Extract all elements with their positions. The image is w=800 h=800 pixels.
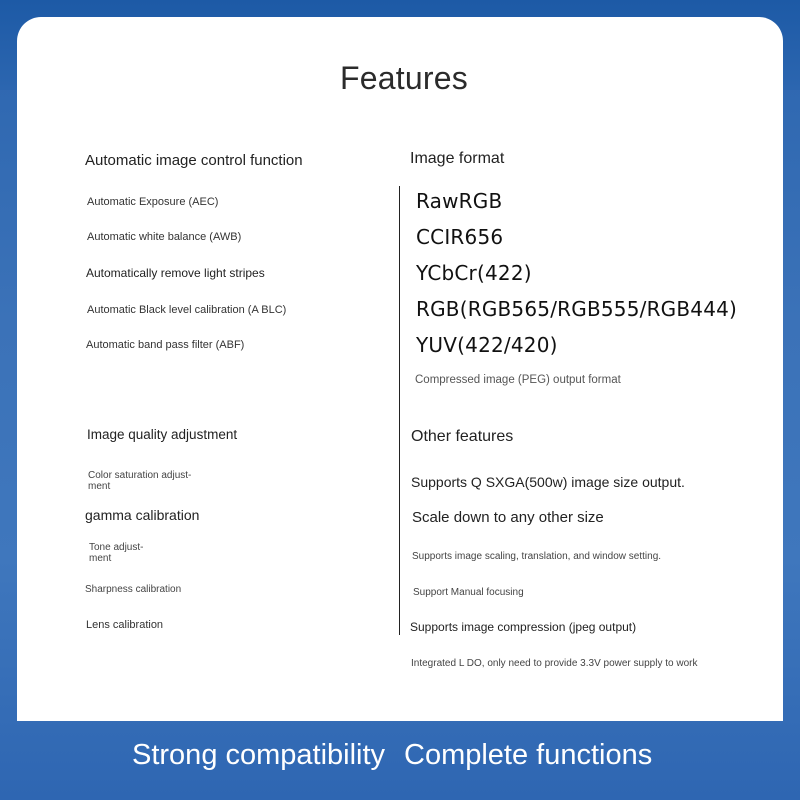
auto-control-item: Automatic white balance (AWB) <box>87 231 242 243</box>
bottom-tagline <box>0 739 800 779</box>
quality-item: Lens calibration <box>86 619 164 631</box>
other-feature-item: Scale down to any other size <box>412 509 604 526</box>
tagline-left: Strong compatibility <box>132 739 386 771</box>
tagline-right: Complete functions <box>404 739 653 771</box>
format-note: Compressed image (PEG) output format <box>415 374 621 386</box>
quality-item: gamma calibration <box>85 507 200 523</box>
auto-control-item: Automatically remove light stripes <box>86 266 265 280</box>
format-item: CCIR656 <box>416 225 504 249</box>
format-item: YUV(422/420) <box>416 333 558 357</box>
format-item: RawRGB <box>416 189 503 213</box>
format-item: RGB(RGB565/RGB555/RGB444) <box>416 297 738 321</box>
other-feature-item: Support Manual focusing <box>413 587 524 598</box>
quality-item: Sharpness calibration <box>85 584 182 595</box>
other-feature-item: Supports Q SXGA(500w) image size output. <box>411 474 685 490</box>
auto-control-item: Automatic band pass filter (ABF) <box>86 339 245 351</box>
image-format-section-title: Image format <box>410 150 505 167</box>
quality-section-title: Image quality adjustment <box>87 427 238 442</box>
other-features-section-title: Other features <box>411 428 514 445</box>
other-feature-item: Integrated L DO, only need to provide 3.3V power supply to work <box>411 658 698 669</box>
other-feature-item: Supports image compression (jpeg output) <box>410 620 637 634</box>
other-feature-item: Supports image scaling, translation, and window setting. <box>412 551 662 562</box>
page-title: Features <box>340 60 468 96</box>
quality-item: Tone adjust- ment <box>89 542 144 564</box>
features-card <box>17 17 783 721</box>
auto-control-item: Automatic Black level calibration (A BLC) <box>87 304 287 316</box>
quality-item: Color saturation adjust- ment <box>88 470 192 492</box>
column-divider <box>399 186 400 635</box>
auto-control-section-title: Automatic image control function <box>85 152 303 169</box>
auto-control-item: Automatic Exposure (AEC) <box>87 196 219 208</box>
format-item: YCbCr(422) <box>416 261 532 285</box>
